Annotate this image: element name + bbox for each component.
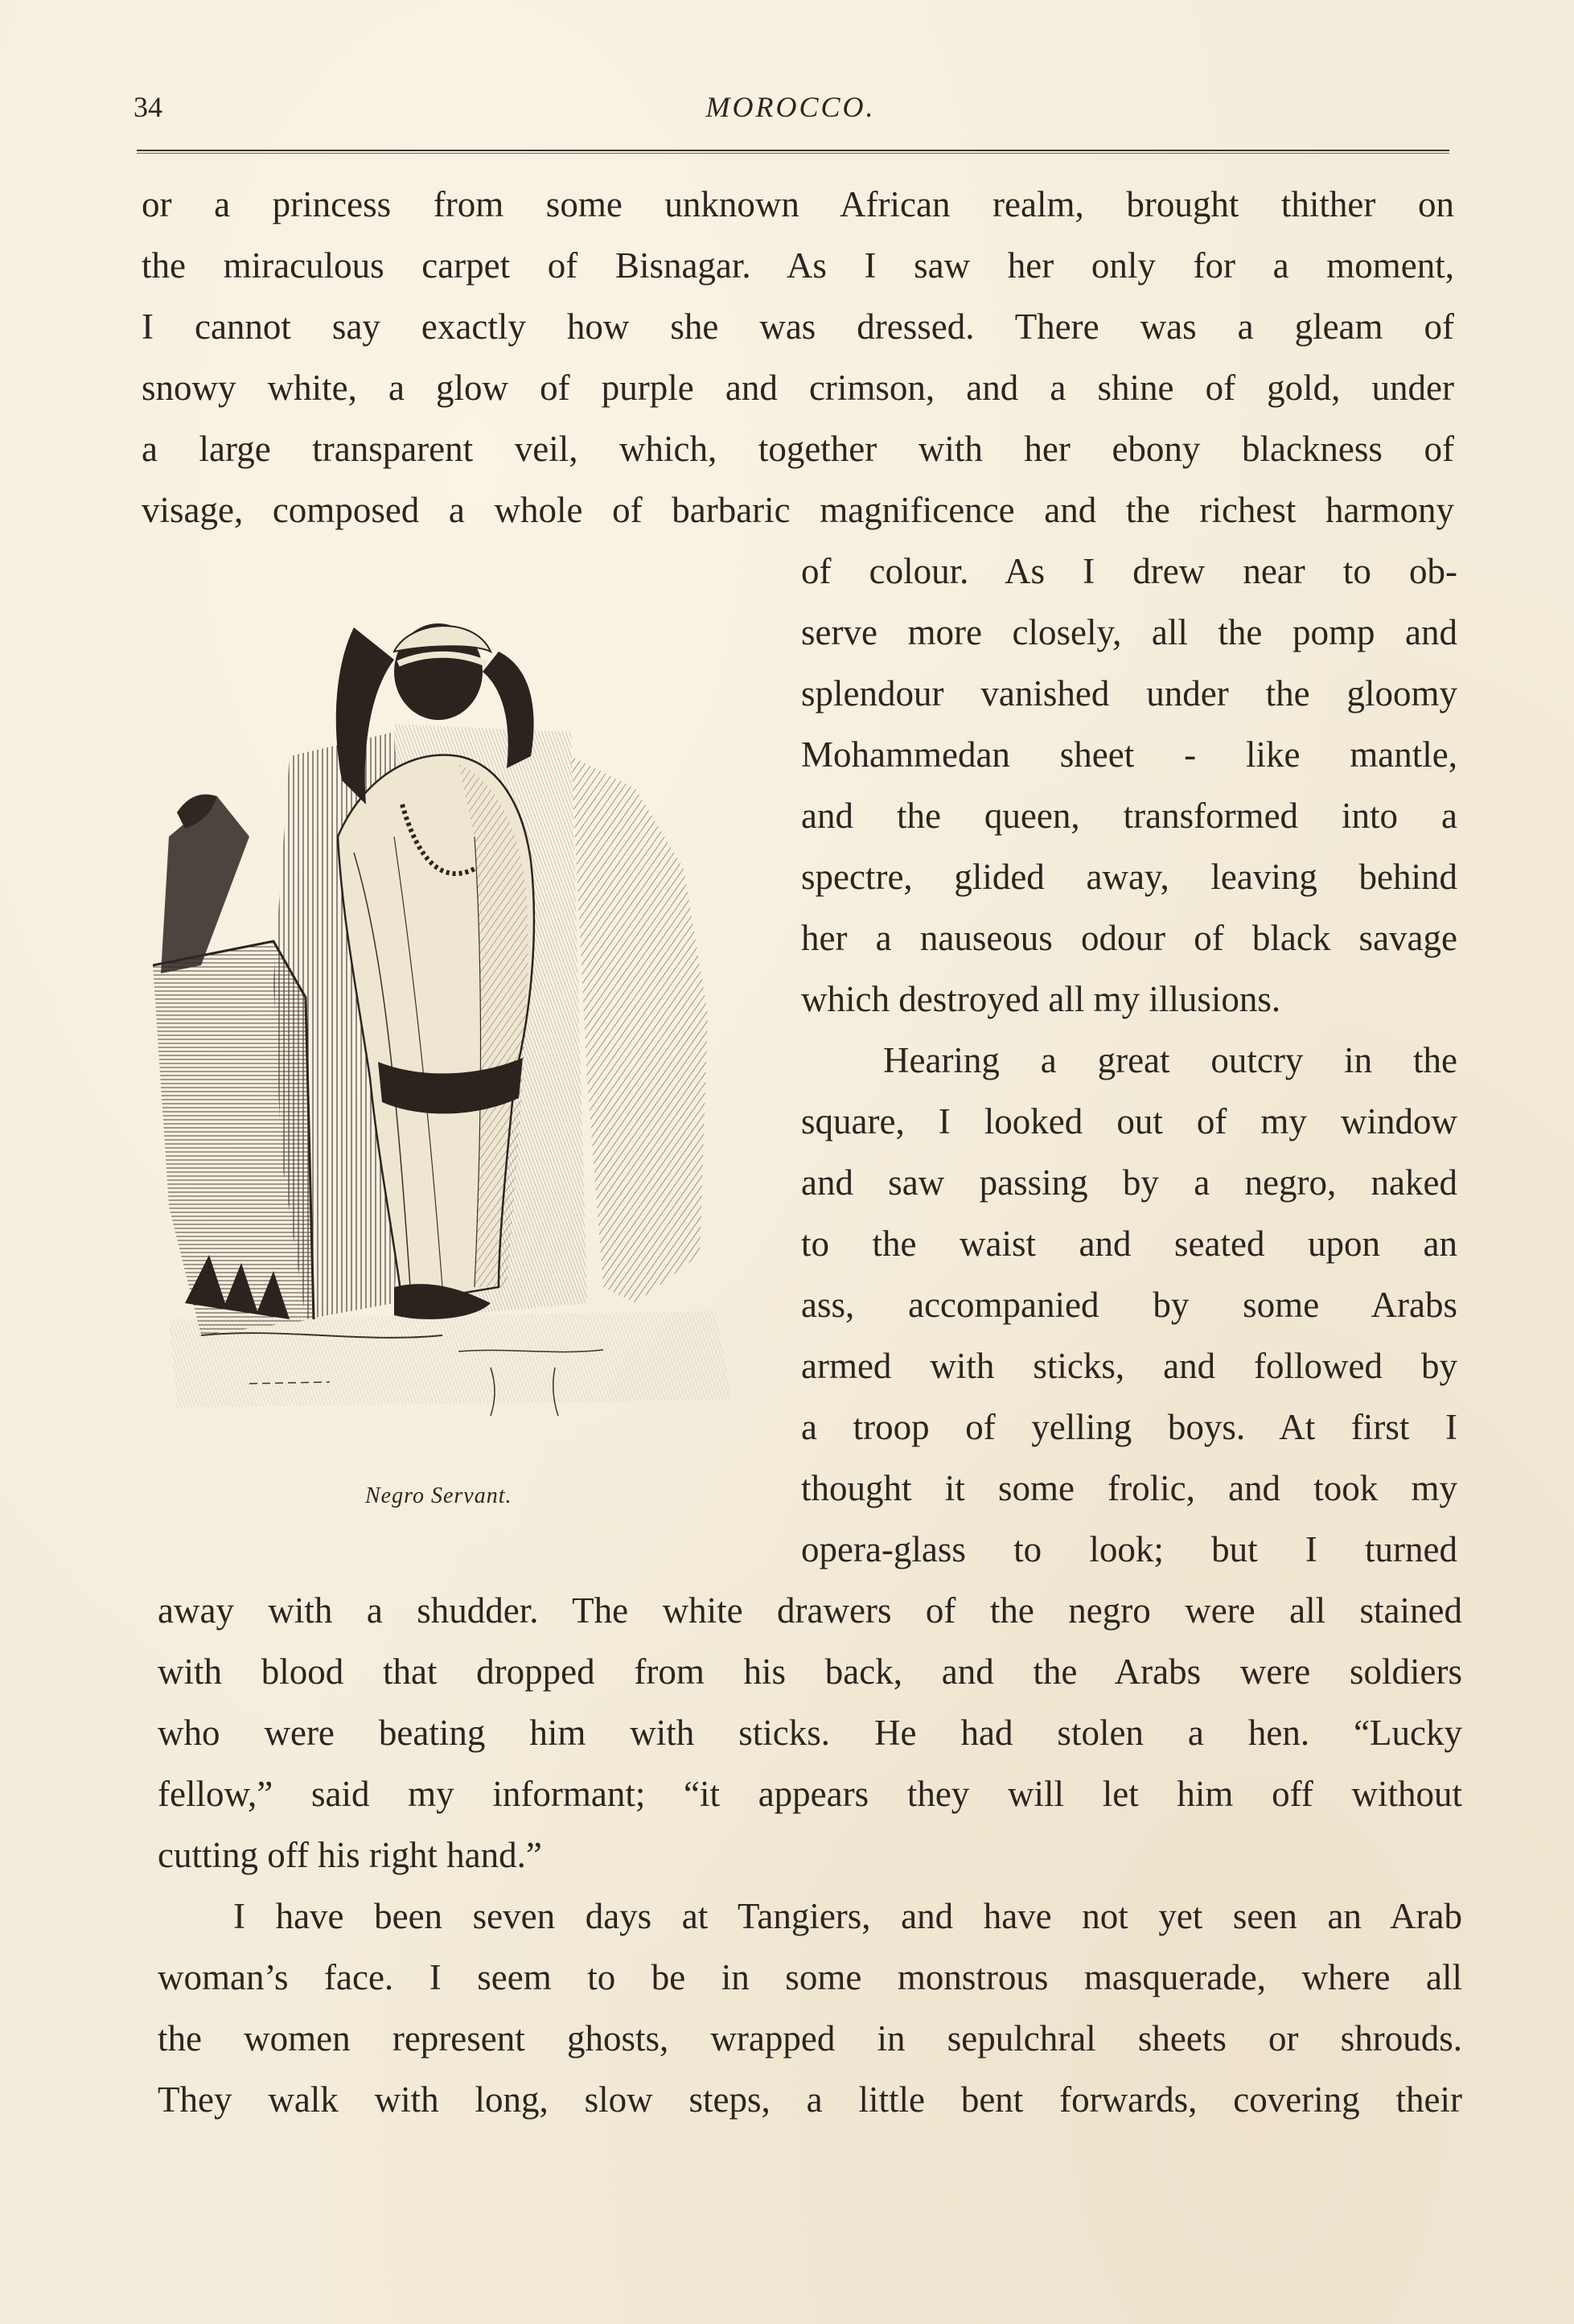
text-line: her a nauseous odour of black savage <box>801 918 1457 958</box>
running-title: MOROCCO. <box>705 91 876 123</box>
text-line: with blood that dropped from his back, and the Arabs were soldiers <box>158 1651 1462 1692</box>
running-head <box>134 90 1448 138</box>
text-line: fellow,” said my informant; “it appears they will let him off without <box>158 1774 1462 1814</box>
text-line: who were beating him with sticks. He had stolen a hen. “Lucky <box>158 1713 1462 1753</box>
text-line: or a princess from some unknown African realm, brought thither on <box>142 184 1454 224</box>
text-line: spectre, glided away, leaving behind <box>801 857 1457 897</box>
text-line: I cannot say exactly how she was dressed. There was a gleam of <box>142 306 1454 347</box>
text-line: armed with sticks, and followed by <box>801 1346 1457 1386</box>
text-line: serve more closely, all the pomp and <box>801 612 1457 652</box>
text-line: away with a shudder. The white drawers of the negro were all stained <box>158 1590 1462 1631</box>
text-line: woman’s face. I seem to be in some monstrous masquerade, where all <box>158 1957 1462 1997</box>
text-line: and saw passing by a negro, naked <box>801 1162 1457 1203</box>
text-line: the miraculous carpet of Bisnagar. As I saw her only for a moment, <box>142 245 1454 286</box>
text-line: a large transparent veil, which, together with her ebony blackness of <box>142 429 1454 469</box>
text-line: ass, accompanied by some Arabs <box>801 1285 1457 1325</box>
page-number: 34 <box>134 91 162 123</box>
text-line: opera-glass to look; but I turned <box>801 1529 1457 1569</box>
engraving-illustration <box>153 595 748 1464</box>
text-line: and the queen, transformed into a <box>801 796 1457 836</box>
text-line: of colour. As I drew near to ob- <box>801 551 1457 591</box>
text-line: square, I looked out of my window <box>801 1101 1457 1141</box>
text-line: I have been seven days at Tangiers, and have not yet seen an Arab <box>233 1896 1462 1936</box>
text-line: Mohammedan sheet - like mantle, <box>801 734 1457 775</box>
text-line: Hearing a great outcry in the <box>883 1040 1457 1080</box>
text-line: cutting off his right hand.” <box>158 1835 542 1875</box>
text-line: a troop of yelling boys. At first I <box>801 1407 1457 1447</box>
figure-caption: Negro Servant. <box>365 1483 512 1508</box>
text-line: splendour vanished under the gloomy <box>801 673 1457 714</box>
text-line: thought it some frolic, and took my <box>801 1468 1457 1508</box>
woman-standing-engraving <box>153 595 748 1464</box>
text-line: They walk with long, slow steps, a little bent forwards, covering their <box>158 2079 1462 2120</box>
text-line: which destroyed all my illusions. <box>801 979 1281 1019</box>
text-line: to the waist and seated upon an <box>801 1224 1457 1264</box>
text-line: snowy white, a glow of purple and crimson, and a shine of gold, under <box>142 368 1454 408</box>
text-line: visage, composed a whole of barbaric magnificence and the richest harmony <box>142 490 1454 530</box>
header-rule <box>137 150 1449 154</box>
text-line: the women represent ghosts, wrapped in sepulchral sheets or shrouds. <box>158 2018 1462 2059</box>
